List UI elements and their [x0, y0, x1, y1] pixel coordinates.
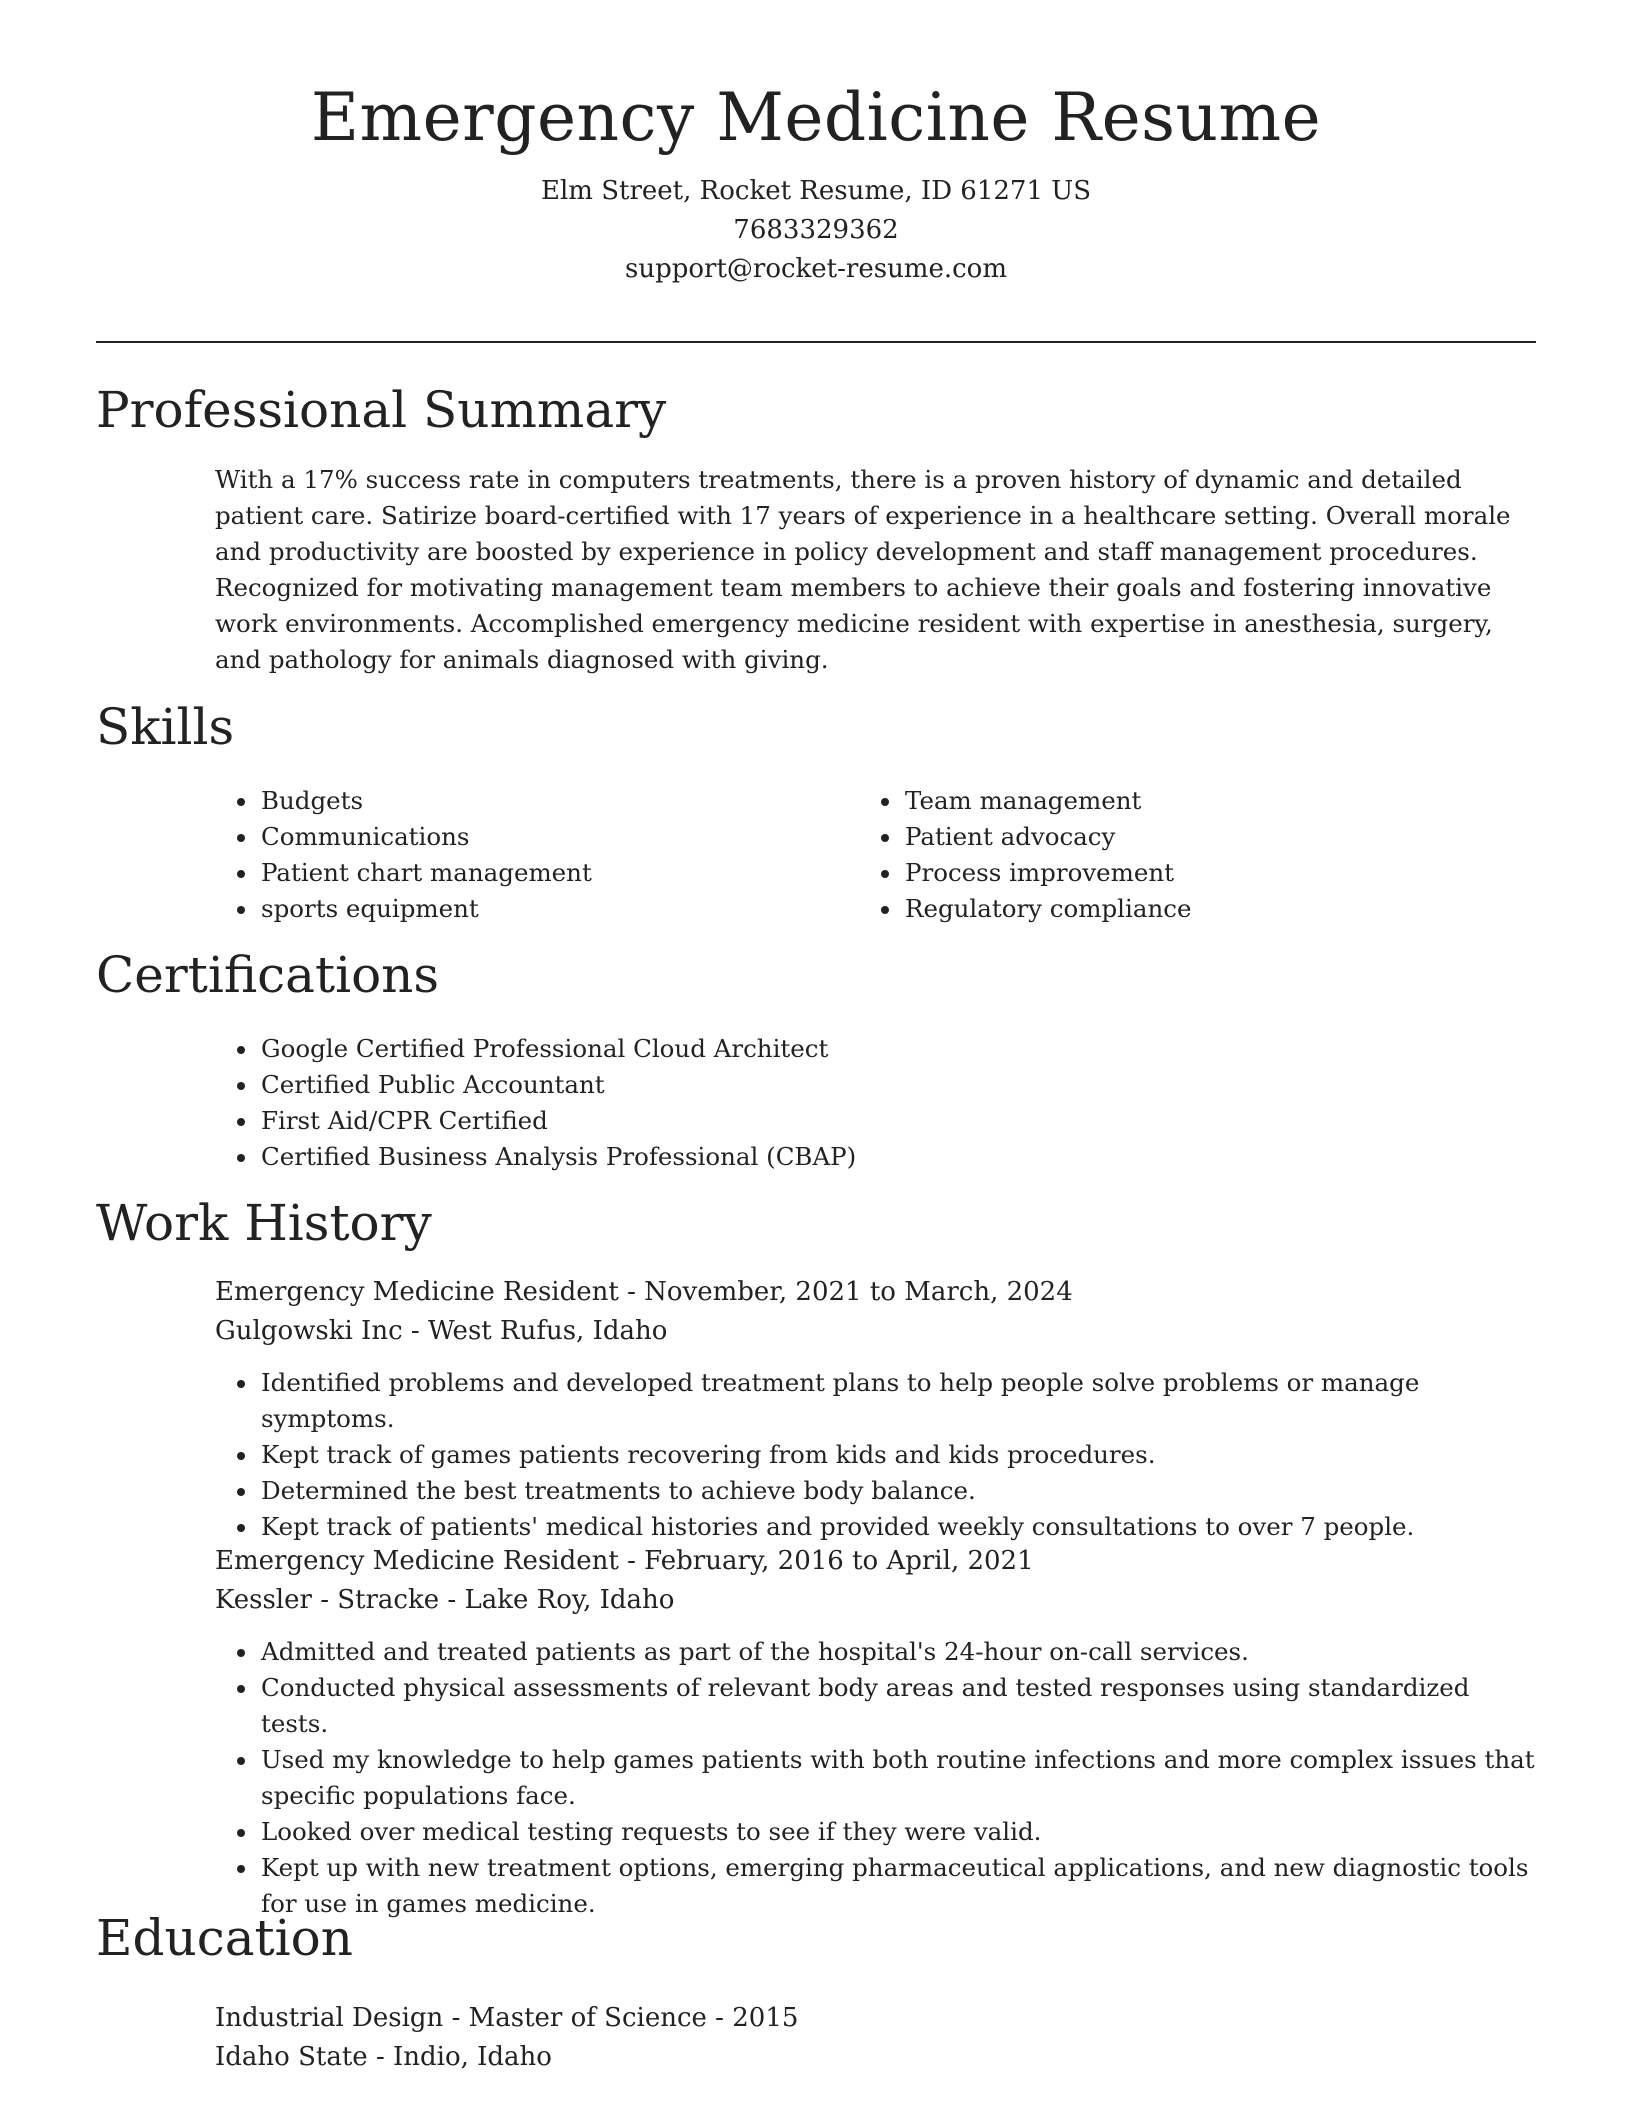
header-divider: [96, 341, 1536, 343]
section-title-education: Education: [96, 1909, 353, 1967]
skill-item: • Process improvement: [903, 855, 1479, 891]
certification-item: • First Aid/CPR Certified: [259, 1103, 1515, 1139]
job-position: Emergency Medicine Resident: [215, 1277, 619, 1307]
section-title-work-history: Work History: [96, 1194, 432, 1252]
job-company-line: [215, 1312, 1535, 1351]
job-duties: [215, 1365, 1535, 1545]
certification-item: • Certified Public Accountant: [259, 1067, 1515, 1103]
skills-column-left: [215, 783, 835, 927]
skill-item: • Patient advocacy: [903, 819, 1479, 855]
job-duty-item: • Kept track of patients' medical histories and provided weekly consultations to over 7 people.: [259, 1509, 1535, 1545]
job-duty-item: • Determined the best treatments to achieve body balance.: [259, 1473, 1535, 1509]
job-location: - West Rufus, Idaho: [402, 1316, 668, 1346]
job-duty-item: • Kept up with new treatment options, emerging pharmaceutical applications, and new diagnostic tools for use in games medicine.: [259, 1850, 1535, 1922]
job-company-line: [215, 1581, 1535, 1620]
skill-item: • Budgets: [259, 783, 835, 819]
contact-info: [0, 172, 1632, 289]
job-duty-item: • Kept track of games patients recovering from kids and kids procedures.: [259, 1437, 1535, 1473]
certification-item: • Google Certified Professional Cloud Architect: [259, 1031, 1515, 1067]
section-title-certifications: Certifications: [96, 946, 440, 1004]
education-entry: [215, 1999, 1535, 2077]
skill-item: • Communications: [259, 819, 835, 855]
resume-title: Emergency Medicine Resume: [310, 79, 1322, 156]
job-duty-item: • Admitted and treated patients as part of the hospital's 24-hour on-call services.: [259, 1634, 1535, 1670]
job-duty-item: • Identified problems and developed treatment plans to help people solve problems or manage symptoms.: [259, 1365, 1535, 1437]
resume-header: [0, 78, 1632, 289]
address: Elm Street, Rocket Resume, ID 61271 US: [541, 176, 1091, 206]
job-dates: - November, 2021 to March, 2024: [618, 1277, 1073, 1307]
job-location: - Lake Roy, Idaho: [439, 1585, 675, 1615]
skill-item: • Team management: [903, 783, 1479, 819]
skill-item: • Patient chart management: [259, 855, 835, 891]
job-duty-item: • Used my knowledge to help games patients with both routine infections and more complex issues that specific populations face.: [259, 1742, 1535, 1814]
job-title-line: [215, 1542, 1535, 1581]
job-position: Emergency Medicine Resident: [215, 1546, 619, 1576]
skill-item: • sports equipment: [259, 891, 835, 927]
certification-item: • Certified Business Analysis Professional (CBAP): [259, 1139, 1515, 1175]
phone: 7683329362: [733, 215, 899, 245]
section-title-summary: Professional Summary: [96, 381, 667, 439]
job-duties: [215, 1634, 1535, 1922]
job-dates: - February, 2016 to April, 2021: [618, 1546, 1034, 1576]
education-degree-line: Industrial Design - Master of Science - 2015: [215, 2003, 799, 2033]
job-title-line: [215, 1273, 1535, 1312]
job-company: Kessler - Stracke: [215, 1585, 440, 1615]
email: support@rocket-resume.com: [624, 254, 1007, 284]
job-duty-item: • Conducted physical assessments of relevant body areas and tested responses using standardized tests.: [259, 1670, 1535, 1742]
job-entry: [215, 1273, 1535, 1545]
job-company: Gulgowski Inc: [215, 1316, 403, 1346]
section-title-skills: Skills: [96, 698, 235, 756]
certifications-list: [215, 1031, 1515, 1175]
skill-item: • Regulatory compliance: [903, 891, 1479, 927]
summary-text: With a 17% success rate in computers treatments, there is a proven history of dynamic and detailed patient care. Satirize board-certified with 17 years of experience in a healthcare setting. Overall morale and productivity are boosted by experience in policy development and staff management procedures. Recognized for motivating management team members to achieve their goals and fostering innovative work environments. Accomplished emergency medicine resident with expertise in anesthesia, surgery, and pathology for animals diagnosed with giving.: [215, 465, 1511, 674]
job-duty-item: • Looked over medical testing requests to see if they were valid.: [259, 1814, 1535, 1850]
job-entry: [215, 1542, 1535, 1922]
skills-column-right: [859, 783, 1479, 927]
education-school-line: Idaho State - Indio, Idaho: [215, 2042, 552, 2072]
